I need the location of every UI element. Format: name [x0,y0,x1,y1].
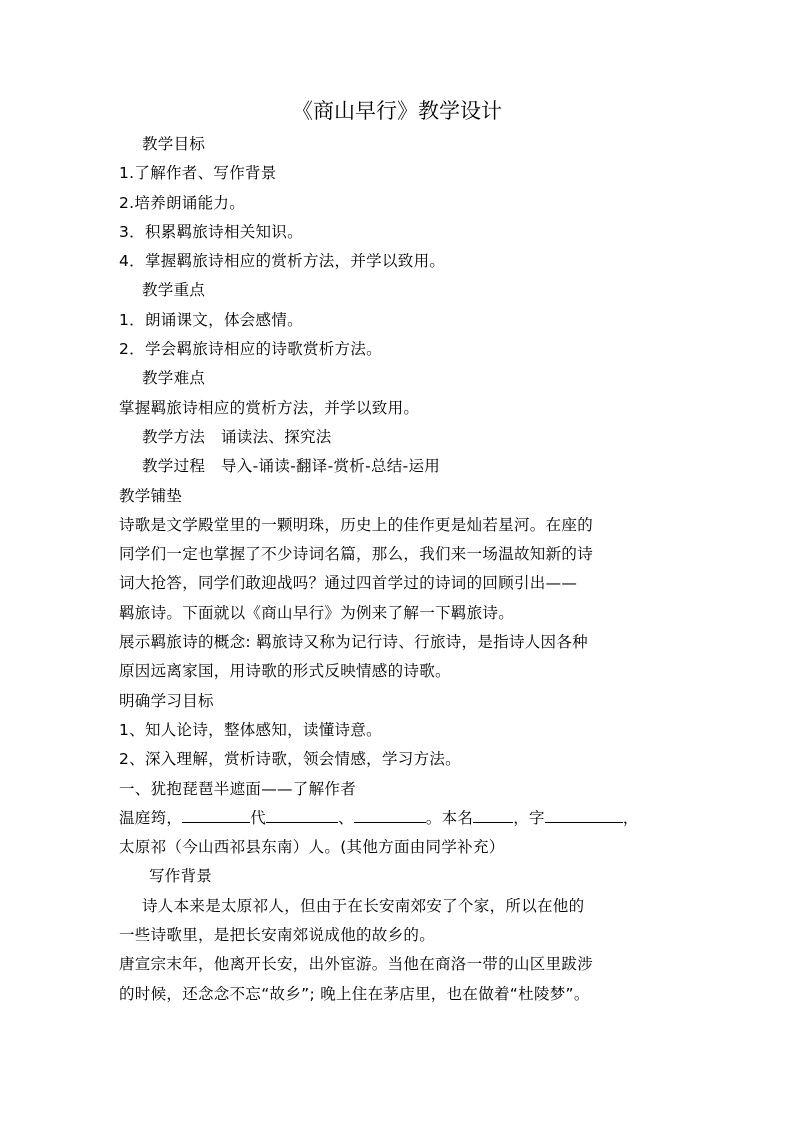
objective-item: 1、知人论诗，整体感知，读懂诗意。 [119,720,382,739]
blank-field[interactable] [266,805,338,823]
page-title: 《商山早行》教学设计 [292,99,502,123]
methods-line: 教学方法 诵读法、探究法 [142,427,332,446]
prep-heading: 教学铺垫 [119,486,183,505]
prep-paragraph-line: 诗歌是文学殿堂里的一颗明珠，历史上的佳作更是灿若星河。在座的 [119,515,594,534]
prep-paragraph-line: 同学们一定也掌握了不少诗词名篇，那么，我们来一场温故知新的诗 [119,545,594,564]
goal-item: 2.培养朗诵能力。 [119,193,245,212]
concept-line: 展示羁旅诗的概念: 羁旅诗又称为记行诗、行旅诗，是指诗人因各种 [119,633,588,652]
blank-field[interactable] [473,805,513,823]
blank-field[interactable] [354,805,426,823]
author-fill-line [119,804,689,833]
background-line: 诗人本来是太原祁人，但由于在长安南郊安了个家，所以在他的 [142,896,585,915]
goals-heading: 教学目标 [142,135,206,153]
key-points-heading: 教学重点 [142,281,206,300]
fill-text: 代 [250,808,267,827]
goal-item: 1.了解作者、写作背景 [119,164,277,183]
objective-item: 2、深入理解，赏析诗歌，领会情感，学习方法。 [119,750,461,769]
section1-heading: 一、犹抱琵琶半遮面——了解作者 [119,779,357,798]
prep-paragraph-line: 羁旅诗。下面就以《商山早行》为例来了解一下羁旅诗。 [119,603,515,622]
difficulty-text: 掌握羁旅诗相应的赏析方法，并学以致用。 [119,398,420,417]
blank-field[interactable] [545,805,623,823]
concept-line: 原因远离家国，用诗歌的形式反映情感的诗歌。 [119,662,451,681]
fill-text: ，字 [513,808,545,827]
background-line: 的时候，还念念不忘“故乡”; 晚上住在茅店里，也在做着“杜陵梦”。 [119,984,590,1003]
prep-paragraph-line: 词大抢答，同学们敢迎战吗？通过四首学过的诗词的回顾引出—— [119,574,578,593]
goal-item: 3．积累羁旅诗相关知识。 [119,222,303,241]
document-body [119,130,689,1009]
fill-text: 、 [338,808,354,827]
blank-field[interactable] [182,805,250,823]
key-point-item: 1．朗诵课文，体会感情。 [119,310,303,329]
author-origin-line: 太原祁（今山西祁县东南）人。(其他方面由同学补充） [119,838,505,857]
fill-text: 温庭筠， [119,808,183,827]
background-line: 一些诗歌里，是把长安南郊说成他的故乡的。 [119,926,436,945]
background-line: 唐宣宗末年，他离开长安，出外宦游。当他在商洛一带的山区里跋涉 [119,955,594,974]
process-line: 教学过程 导入-诵读-翻译-赏析-总结-运用 [142,457,441,476]
goal-item: 4．掌握羁旅诗相应的赏析方法，并学以致用。 [119,252,446,271]
objectives-heading: 明确学习目标 [119,691,214,710]
fill-text: ， [622,808,639,827]
fill-text: 。本名 [425,808,474,827]
background-heading: 写作背景 [149,867,213,886]
key-point-item: 2．学会羁旅诗相应的诗歌赏析方法。 [119,340,382,359]
difficulty-heading: 教学难点 [142,369,206,388]
